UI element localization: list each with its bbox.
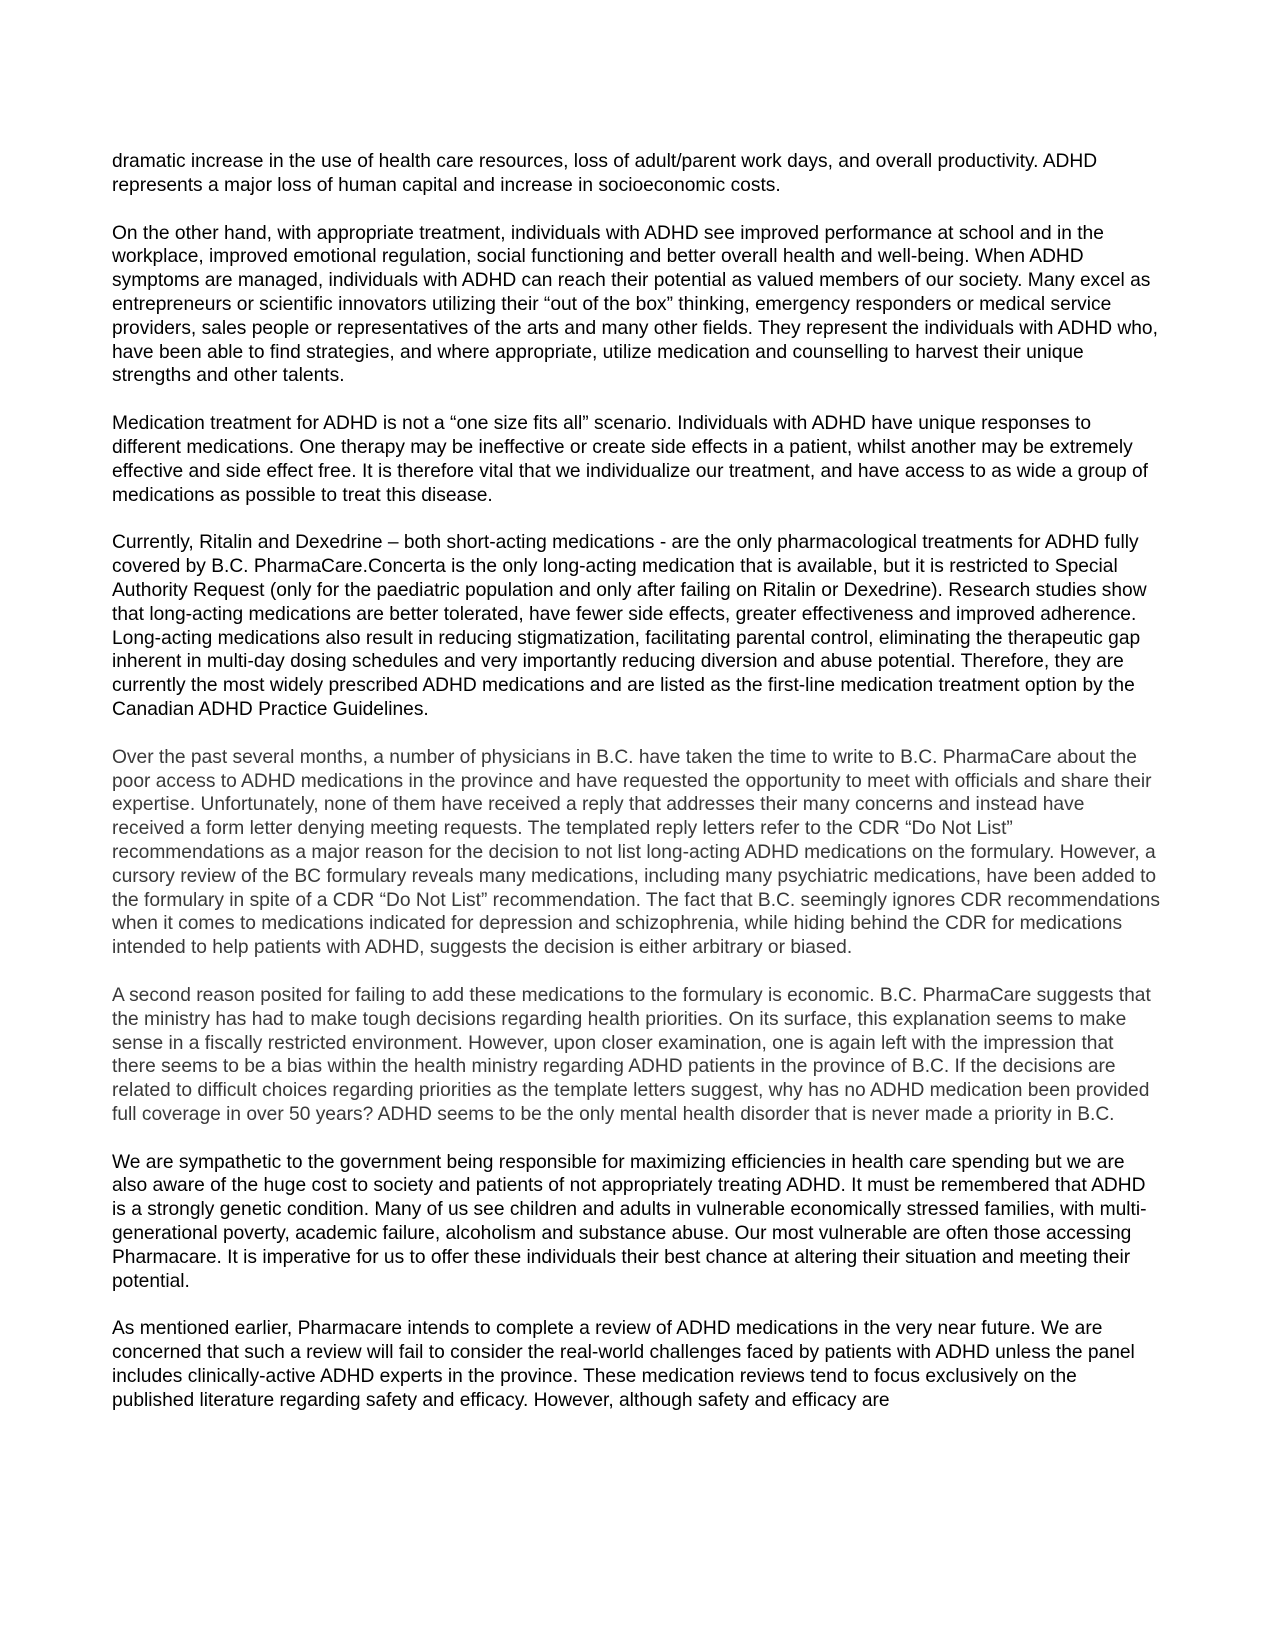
- paragraph-upcoming-review: As mentioned earlier, Pharmacare intends to complete a review of ADHD medications in the very near future. We are concerned that such a review will fail to consider the real-world challenges faced by patients with ADHD unless the panel includes clinically-active ADHD experts in the province. These medication reviews tend to focus exclusively on the published literature regarding safety and efficacy. However, although safety and efficacy are: [112, 1318, 1135, 1411]
- paragraph-physician-letters: Over the past several months, a number of physicians in B.C. have taken the time to write to B.C. PharmaCare about the poor access to ADHD medications in the province and have requested the opportunity to meet with officials and share their expertise. Unfortunately, none of them have received a reply that addresses their many concerns and instead have received a form letter denying meeting requests. The templated reply letters refer to the CDR “Do Not List” recommendations as a major reason for the decision to not list long-acting ADHD medications on the formulary. However, a cursory review of the BC formulary reveals many medications, including many psychiatric medications, have been added to the formulary in spite of a CDR “Do Not List” recommendation. The fact that B.C. seemingly ignores CDR recommendations when it comes to medications indicated for depression and schizophrenia, while hiding behind the CDR for medications intended to help patients with ADHD, suggests the decision is either arbitrary or biased.: [112, 746, 1160, 959]
- paragraph-economic-costs: dramatic increase in the use of health care resources, loss of adult/parent work days, and overall productivity. ADHD represents a major loss of human capital and increase in socioeconomic costs.: [112, 151, 1098, 196]
- paragraph-current-coverage: Currently, Ritalin and Dexedrine – both short-acting medications - are the only pharmacological treatments for ADHD fully covered by B.C. PharmaCare.Concerta is the only long-acting medication that is available, but it is restricted to Special Authority Request (only for the paediatric population and only after failing on Ritalin or Dexedrine). Research studies show that long-acting medications are better tolerated, have fewer side effects, greater effectiveness and improved adherence. Long-acting medications also result in reducing stigmatization, facilitating parental control, eliminating the therapeutic gap inherent in multi-day dosing schedules and very importantly reducing diversion and abuse potential. Therefore, they are currently the most widely prescribed ADHD medications and are listed as the first-line medication treatment option by the Canadian ADHD Practice Guidelines.: [112, 532, 1147, 720]
- document-page: [112, 150, 1162, 1437]
- paragraph-appropriate-treatment: On the other hand, with appropriate treatment, individuals with ADHD see improved performance at school and in the workplace, improved emotional regulation, social functioning and better overall health and well-being. When ADHD symptoms are managed, individuals with ADHD can reach their potential as valued members of our society. Many excel as entrepreneurs or scientific innovators utilizing their “out of the box” thinking, emergency responders or medical service providers, sales people or representatives of the arts and many other fields. They represent the individuals with ADHD who, have been able to find strategies, and where appropriate, utilize medication and counselling to harvest their unique strengths and other talents.: [112, 222, 1158, 387]
- paragraph-one-size-fits-all: Medication treatment for ADHD is not a “one size fits all” scenario. Individuals with ADHD have unique responses to different medications. One therapy may be ineffective or create side effects in a patient, whilst another may be extremely effective and side effect free. It is therefore vital that we individualize our treatment, and have access to as wide a group of medications as possible to treat this disease.: [112, 413, 1149, 506]
- paragraph-economic-reason: A second reason posited for failing to add these medications to the formulary is economic. B.C. PharmaCare suggests that the ministry has had to make tough decisions regarding health priorities. On its surface, this explanation seems to make sense in a fiscally restricted environment. However, upon closer examination, one is again left with the impression that there seems to be a bias within the health ministry regarding ADHD patients in the province of B.C. If the decisions are related to difficult choices regarding priorities as the template letters suggest, why has no ADHD medication been provided full coverage in over 50 years? ADHD seems to be the only mental health disorder that is never made a priority in B.C.: [112, 984, 1151, 1125]
- paragraph-sympathetic-government: We are sympathetic to the government being responsible for maximizing efficiencies in health care spending but we are also aware of the huge cost to society and patients of not appropriately treating ADHD. It must be remembered that ADHD is a strongly genetic condition. Many of us see children and adults in vulnerable economically stressed families, with multi-generational poverty, academic failure, alcoholism and substance abuse. Our most vulnerable are often those accessing Pharmacare. It is imperative for us to offer these individuals their best chance at altering their situation and meeting their potential.: [112, 1151, 1147, 1292]
